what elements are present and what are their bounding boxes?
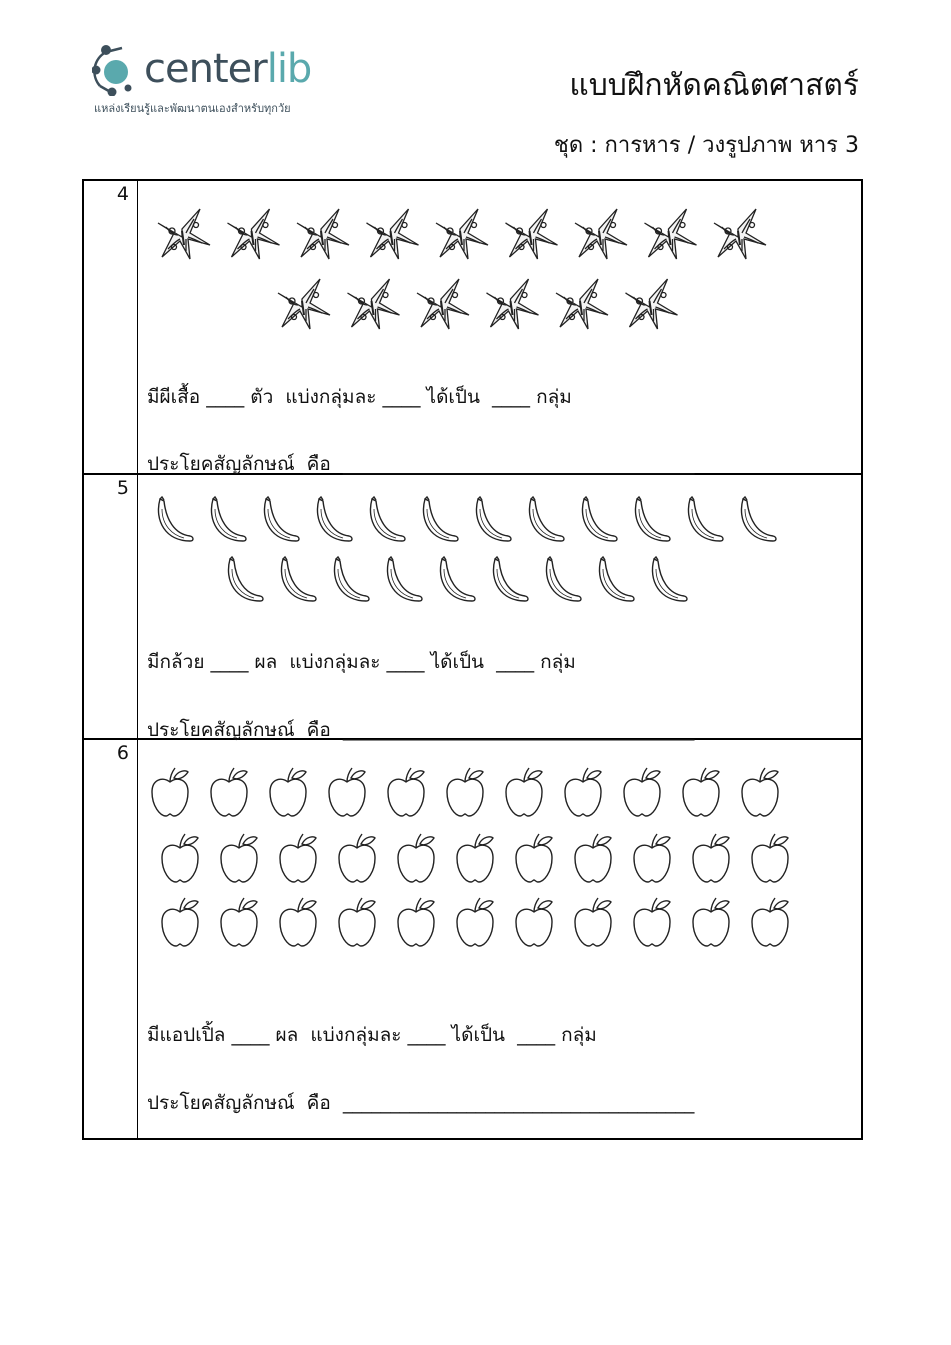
- apple-icon: [457, 834, 493, 882]
- number-cell: [84, 475, 138, 738]
- brand-tagline: แหล่งเรียนรู้และพัฒนาตนเองสำหรับทุกวัย: [94, 102, 291, 115]
- butterfly-icon: [228, 209, 280, 259]
- equation-line: [147, 1088, 694, 1118]
- exercise-number: 5: [116, 477, 129, 499]
- equation-answer-blank: _____________________________________: [342, 719, 695, 741]
- banana-icon: [440, 557, 475, 601]
- banana-icon: [423, 497, 458, 541]
- apple-icon: [693, 834, 729, 882]
- exercise-content: [138, 740, 861, 1140]
- apple-picture-group: [138, 740, 865, 980]
- banana-icon: [387, 557, 422, 601]
- apple-icon: [162, 898, 198, 946]
- exercise-content: [138, 475, 861, 741]
- banana-icon: [281, 557, 316, 601]
- banana-icon: [493, 557, 528, 601]
- apple-icon: [329, 768, 365, 816]
- banana-icon: [334, 557, 369, 601]
- banana-icon: [652, 557, 687, 601]
- butterfly-icon: [367, 209, 419, 259]
- exercise-row: [84, 740, 861, 1140]
- exercise-row: [84, 181, 861, 475]
- apple-icon: [683, 768, 719, 816]
- butterfly-icon: [714, 209, 766, 259]
- apple-icon: [221, 898, 257, 946]
- apple-icon: [221, 834, 257, 882]
- banana-icon: [599, 557, 634, 601]
- butterfly-icon: [556, 279, 608, 329]
- apple-icon: [211, 768, 247, 816]
- butterfly-icon: [417, 279, 469, 329]
- question-line: มีแอปเปิ้ล ____ ผล แบ่งกลุ่มละ ____ ได้เป็น ____ กลุ่ม: [147, 1024, 597, 1046]
- butterfly-icon: [575, 209, 627, 259]
- apple-icon: [398, 834, 434, 882]
- number-cell: [84, 181, 138, 473]
- number-cell: [84, 740, 138, 1140]
- butterfly-icon: [645, 209, 697, 259]
- worksheet-subtitle: ชุด : การหาร / วงรูปภาพ หาร 3: [553, 133, 859, 158]
- apple-icon: [162, 834, 198, 882]
- butterfly-icon: [506, 209, 558, 259]
- apple-icon: [565, 768, 601, 816]
- equation-label: ประโยคสัญลักษณ์ คือ: [147, 719, 331, 741]
- question-line: มีกล้วย ____ ผล แบ่งกลุ่มละ ____ ได้เป็น ____ กลุ่ม: [147, 651, 576, 673]
- banana-icon: [741, 497, 776, 541]
- banana-icon: [529, 497, 564, 541]
- butterfly-picture-group: [138, 181, 865, 351]
- banana-icon: [476, 497, 511, 541]
- apple-icon: [152, 768, 188, 816]
- apple-icon: [398, 898, 434, 946]
- butterfly-icon: [348, 279, 400, 329]
- apple-icon: [388, 768, 424, 816]
- butterfly-icon: [297, 209, 349, 259]
- banana-icon: [635, 497, 670, 541]
- equation-answer-blank: _____________________________________: [342, 453, 695, 475]
- equation-label: ประโยคสัญลักษณ์ คือ: [147, 1092, 331, 1114]
- equation-answer-blank: _____________________________________: [342, 1092, 695, 1114]
- apple-icon: [752, 898, 788, 946]
- apple-icon: [280, 834, 316, 882]
- butterfly-icon: [626, 279, 678, 329]
- brand-wordmark: centerlib: [144, 46, 312, 92]
- banana-icon: [158, 497, 193, 541]
- apple-icon: [270, 768, 306, 816]
- exercise-row: [84, 475, 861, 740]
- apple-icon: [280, 898, 316, 946]
- apple-icon: [575, 898, 611, 946]
- banana-icon: [228, 557, 263, 601]
- apple-icon: [634, 834, 670, 882]
- exercise-number: 4: [116, 183, 129, 205]
- banana-icon: [370, 497, 405, 541]
- apple-icon: [339, 898, 375, 946]
- banana-icon: [688, 497, 723, 541]
- worksheet-table: [82, 179, 863, 1140]
- network-logo-icon: [92, 42, 142, 96]
- apple-icon: [693, 898, 729, 946]
- butterfly-icon: [436, 209, 488, 259]
- banana-icon: [546, 557, 581, 601]
- exercise-number: 6: [116, 742, 129, 764]
- apple-icon: [447, 768, 483, 816]
- banana-picture-group: [138, 475, 865, 615]
- exercise-content: [138, 181, 861, 473]
- apple-icon: [624, 768, 660, 816]
- banana-icon: [211, 497, 246, 541]
- equation-label: ประโยคสัญลักษณ์ คือ: [147, 453, 331, 475]
- banana-icon: [264, 497, 299, 541]
- apple-icon: [516, 898, 552, 946]
- apple-icon: [575, 834, 611, 882]
- banana-icon: [317, 497, 352, 541]
- apple-icon: [516, 834, 552, 882]
- apple-icon: [457, 898, 493, 946]
- apple-icon: [506, 768, 542, 816]
- apple-icon: [752, 834, 788, 882]
- brand-logo: [92, 42, 352, 122]
- banana-icon: [582, 497, 617, 541]
- butterfly-icon: [278, 279, 330, 329]
- apple-icon: [742, 768, 778, 816]
- butterfly-icon: [158, 209, 210, 259]
- apple-icon: [339, 834, 375, 882]
- question-line: มีผีเสื้อ ____ ตัว แบ่งกลุ่มละ ____ ได้เป็น ____ กลุ่ม: [147, 386, 572, 408]
- butterfly-icon: [487, 279, 539, 329]
- apple-icon: [634, 898, 670, 946]
- page-title: แบบฝึกหัดคณิตศาสตร์: [569, 68, 859, 103]
